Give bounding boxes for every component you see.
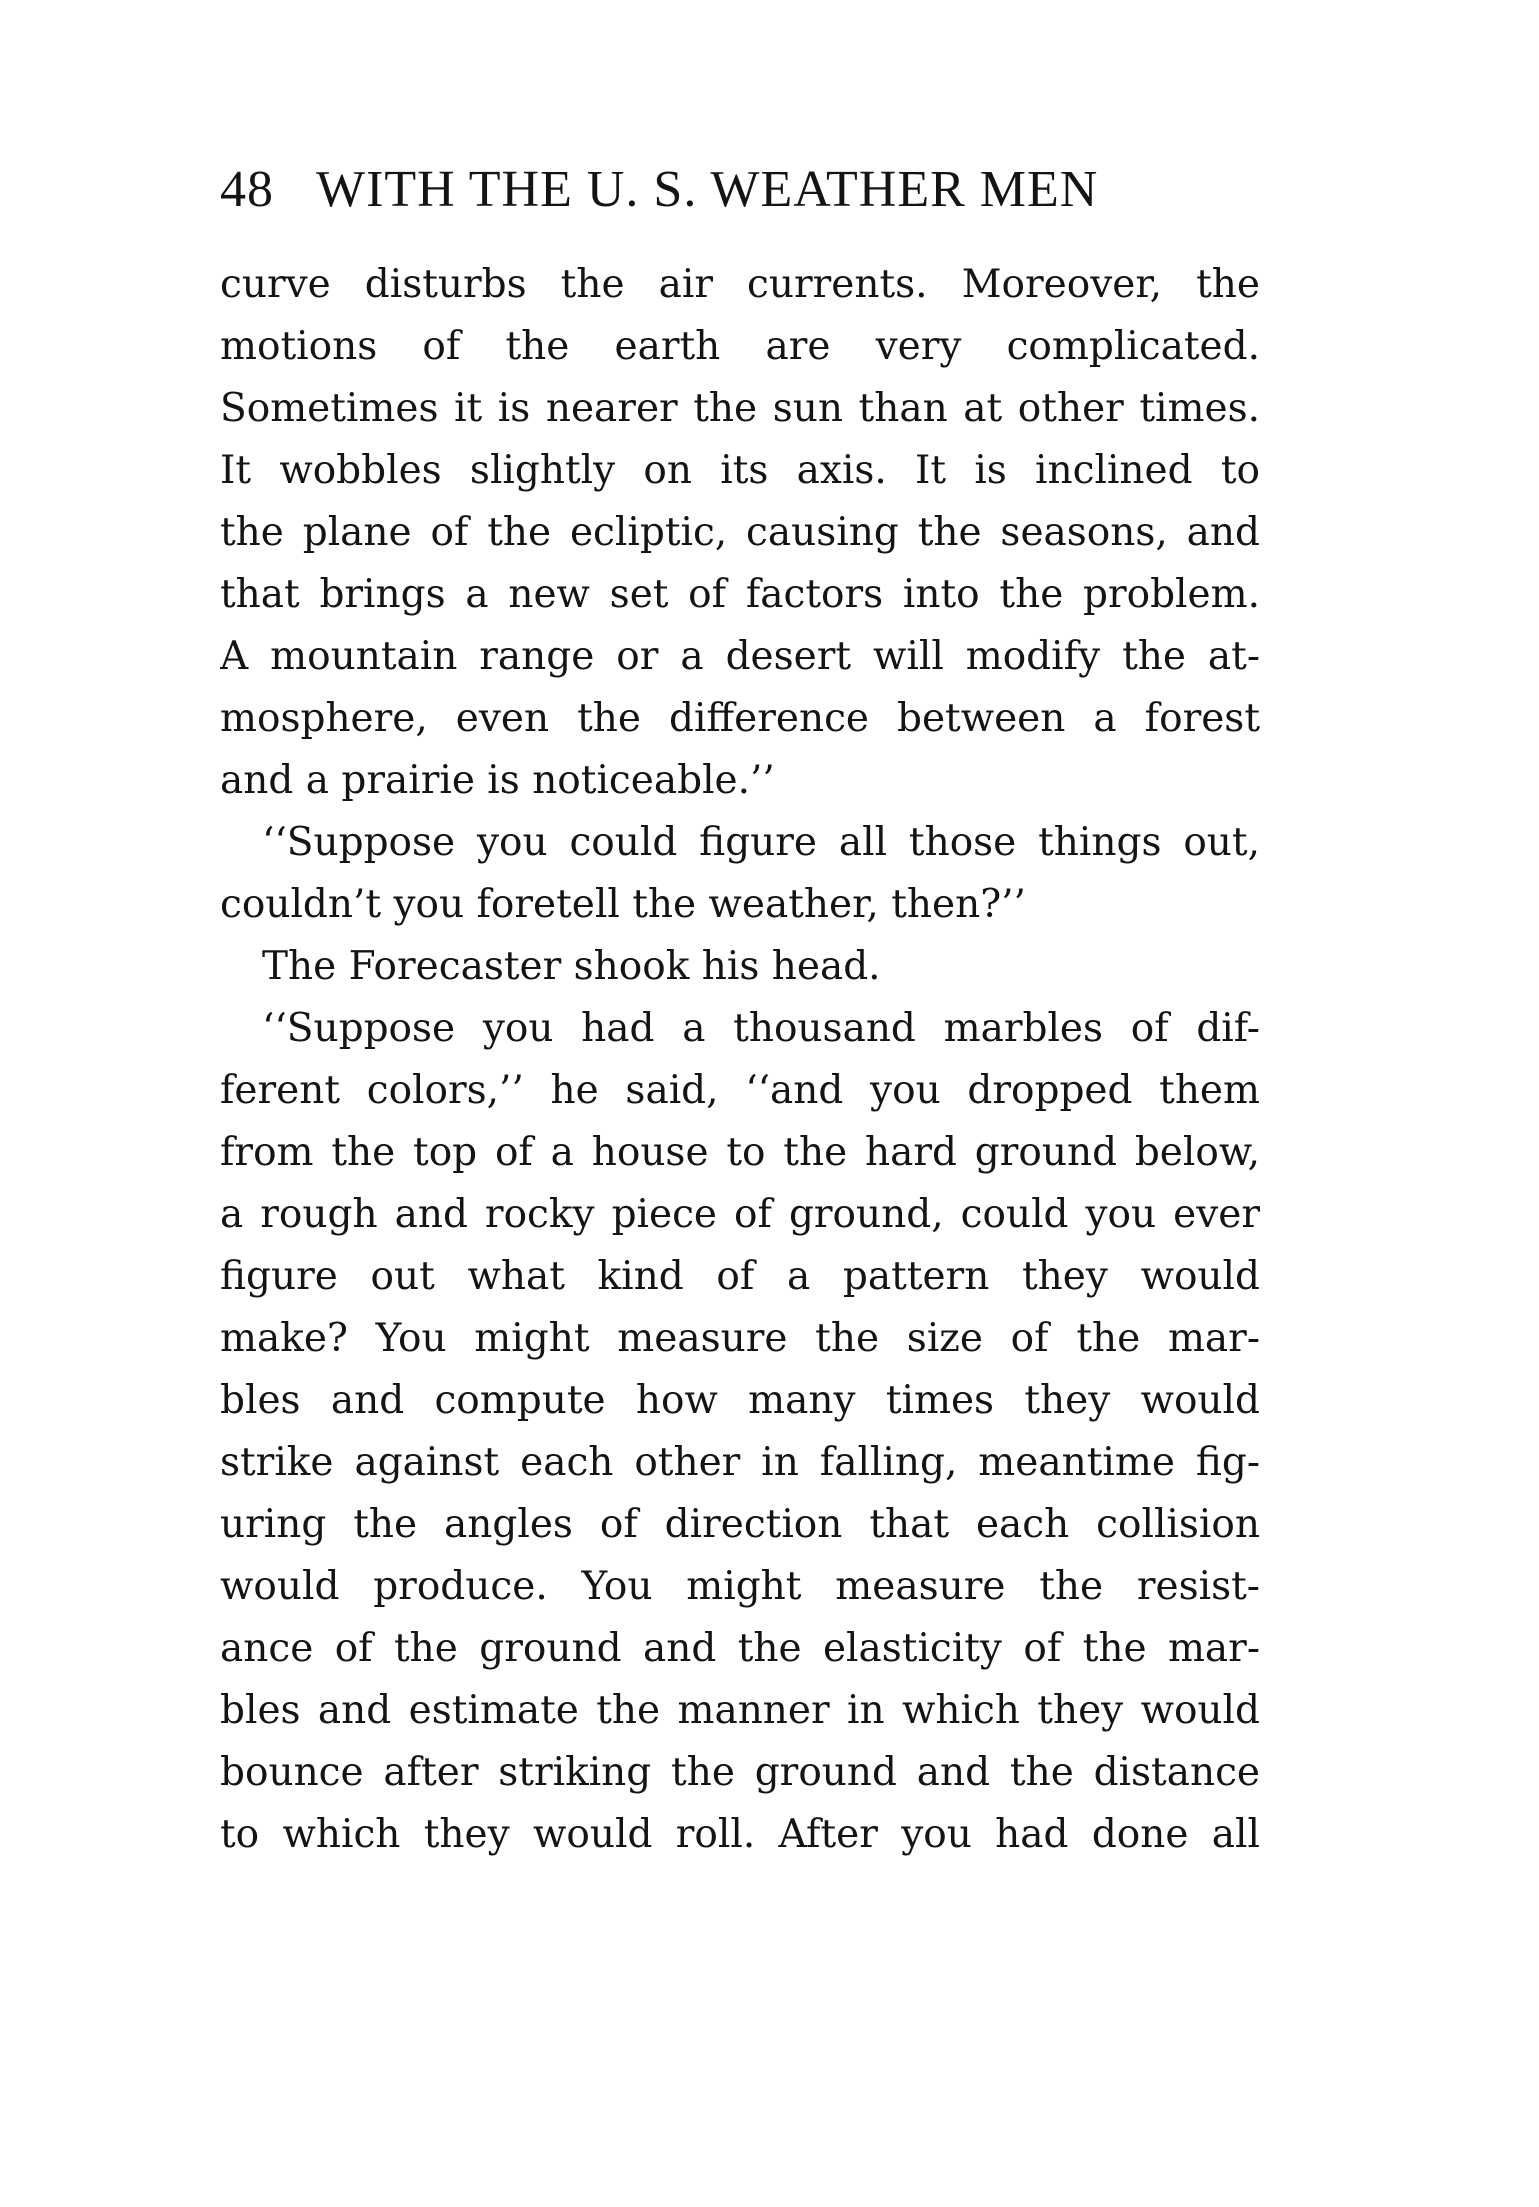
running-head: WITH THE U. S. WEATHER MEN xyxy=(316,161,1099,218)
text-line: make? You might measure the size of the mar- xyxy=(220,1316,1260,1361)
body-text xyxy=(220,254,1260,1866)
text-line: to which they would roll. After you had done all xyxy=(220,1812,1260,1857)
text-line: couldn’t you foretell the weather, then?’’ xyxy=(220,882,1026,927)
text-line: strike against each other in falling, meantime fig- xyxy=(220,1440,1260,1485)
text-line: a rough and rocky piece of ground, could you ever xyxy=(220,1192,1260,1237)
text-line: ‘‘Suppose you had a thousand marbles of dif- xyxy=(262,1006,1260,1051)
text-line: ‘‘Suppose you could figure all those things out, xyxy=(262,820,1260,865)
text-line: mosphere, even the difference between a forest xyxy=(220,696,1260,741)
text-line: motions of the earth are very complicated. xyxy=(220,324,1260,369)
text-line: would produce. You might measure the resist- xyxy=(220,1564,1260,1609)
text-line: bles and estimate the manner in which they would xyxy=(220,1688,1260,1733)
text-line: ferent colors,’’ he said, ‘‘and you dropped them xyxy=(220,1068,1260,1113)
text-line: and a prairie is noticeable.’’ xyxy=(220,758,775,803)
text-line: The Forecaster shook his head. xyxy=(262,944,881,989)
text-line: figure out what kind of a pattern they would xyxy=(220,1254,1260,1299)
text-line: bounce after striking the ground and the distance xyxy=(220,1750,1260,1795)
text-line: ance of the ground and the elasticity of the mar- xyxy=(220,1626,1260,1671)
text-line: uring the angles of direction that each collision xyxy=(220,1502,1260,1547)
text-line: bles and compute how many times they would xyxy=(220,1378,1260,1423)
text-line: the plane of the ecliptic, causing the seasons, and xyxy=(220,510,1260,555)
text-line: that brings a new set of factors into the problem. xyxy=(220,572,1260,617)
page-number: 48 xyxy=(220,161,274,218)
text-line: Sometimes it is nearer the sun than at other times. xyxy=(220,386,1260,431)
text-line: A mountain range or a desert will modify the at- xyxy=(220,634,1260,679)
text-line: from the top of a house to the hard ground below, xyxy=(220,1130,1260,1175)
text-line: curve disturbs the air currents. Moreover, the xyxy=(220,262,1260,307)
text-line: It wobbles slightly on its axis. It is inclined to xyxy=(220,448,1260,493)
page-header xyxy=(220,160,1260,232)
